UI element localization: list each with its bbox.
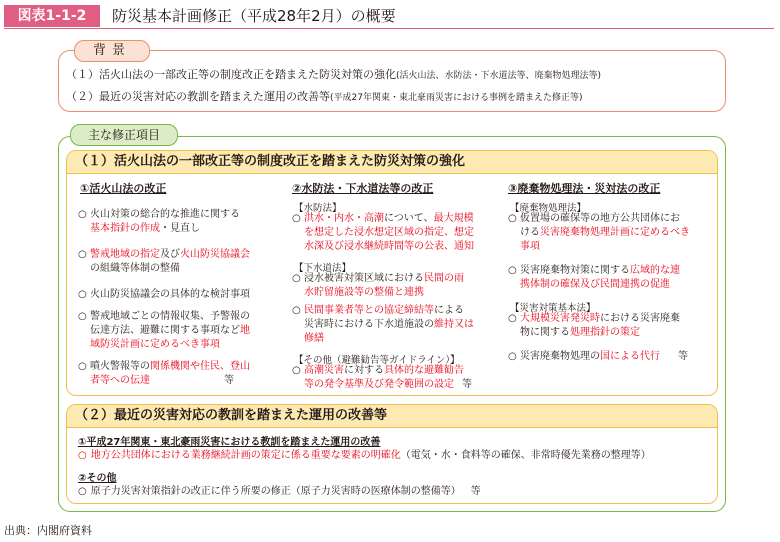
figure-label: 図表1-1-2 [4,5,100,27]
col2-item-2: ○ 浸水被害対策区域における民間の雨 水貯留施設等の整備と連携 [292,273,464,298]
col1-item-2: ○ 警戒地域の指定及び火山防災協議会 の組織等体制の整備 [78,249,250,274]
col3-item-1: ○ 仮置場の確保等の地方公共団体にお ける災害廃棄物処理計画に定めるべき 事項 [508,213,690,252]
section2-title: （２）最近の災害対応の教訓を踏まえた運用の改善等 [67,405,717,428]
col2-sub-other: 【その他（避難勧告等ガイドライン）】 [294,355,460,366]
col3-sub-haikibutsu: 【廃棄物処理法】 [510,203,587,214]
col1-item-3: ○ 火山防災協議会の具体的な検討事項 [78,289,250,300]
col3-item-4: ○ 災害廃棄物処理の国による代行 等 [508,351,688,362]
col2-heading: ②水防法・下水道法等の改正 [292,182,434,195]
col2-sub-gesuidouhou: 【下水道法】 [294,263,352,274]
col2-item-1: ○ 洪水・内水・高潮について、最大規模 を想定した浸水想定区域の指定、想定 水深及び浸水継続時間等の公表、通知 [292,213,474,252]
background-line-1: （１）活火山法の一部改正等の制度改正を踏まえた防災対策の強化(活火山法、水防法・下水道法等、廃棄物処理法等) [66,68,602,81]
col3-item-3: ○ 大規模災害発災時における災害廃棄 物に関する処理指針の策定 [508,313,680,338]
col1-item-5: ○ 噴火警報等の関係機関や住民、登山 者等への伝達 等 [78,361,250,386]
figure-title: 防災基本計画修正（平成28年2月）の概要 [112,7,396,25]
section2-sub2: ②その他 ○ 原子力災害対策指針の改正に伴う所要の修正（原子力災害時の医療体制の整備等） 等 [78,473,481,497]
col3-sub-saitaihou: 【災害対策基本法】 [510,303,596,314]
main-items-tag: 主な修正項目 [70,124,178,146]
col2-item-3: ○ 民間事業者等との協定締結等による 災害時における下水道施設の維持又は 修繕 [292,305,474,344]
figure-header [0,0,780,32]
col1-heading: ①活火山法の改正 [80,182,167,195]
col3-heading: ③廃棄物処理法・災対法の改正 [508,182,661,195]
section1-title: （１）活火山法の一部改正等の制度改正を踏まえた防災対策の強化 [67,151,717,174]
source-note: 出典：内閣府資料 [4,524,92,537]
col2-item-4: ○ 高潮災害に対する具体的な避難勧告 等の発令基準及び発令範囲の設定 等 [292,365,472,390]
section2-sub1: ①平成27年関東・東北豪雨災害における教訓を踏まえた運用の改善 ○ 地方公共団体における業務継続計画の策定に係る重要な要素の明確化（電気・水・食料等の確保、非常時優先業務の整理等） [78,437,651,461]
background-line-2: （２）最近の災害対応の教訓を踏まえた運用の改善等(平成27年関東・東北豪雨災害における事例を踏まえた修正等) [66,90,583,103]
col3-item-2: ○ 災害廃棄物対策に関する広域的な連 携体制の確保及び民間連携の促進 [508,265,680,290]
col1-item-1: ○ 火山対策の総合的な推進に関する 基本指針の作成・見直し [78,209,240,234]
background-tag: 背景 [74,40,150,62]
col1-item-4: ○ 警戒地域ごとの情報収集、予警報の 伝達方法、避難に関する事項など地 域防災計画に定めるべき事項 [78,311,250,350]
col2-sub-suibouhou: 【水防法】 [294,203,342,214]
header-rule [4,28,774,29]
